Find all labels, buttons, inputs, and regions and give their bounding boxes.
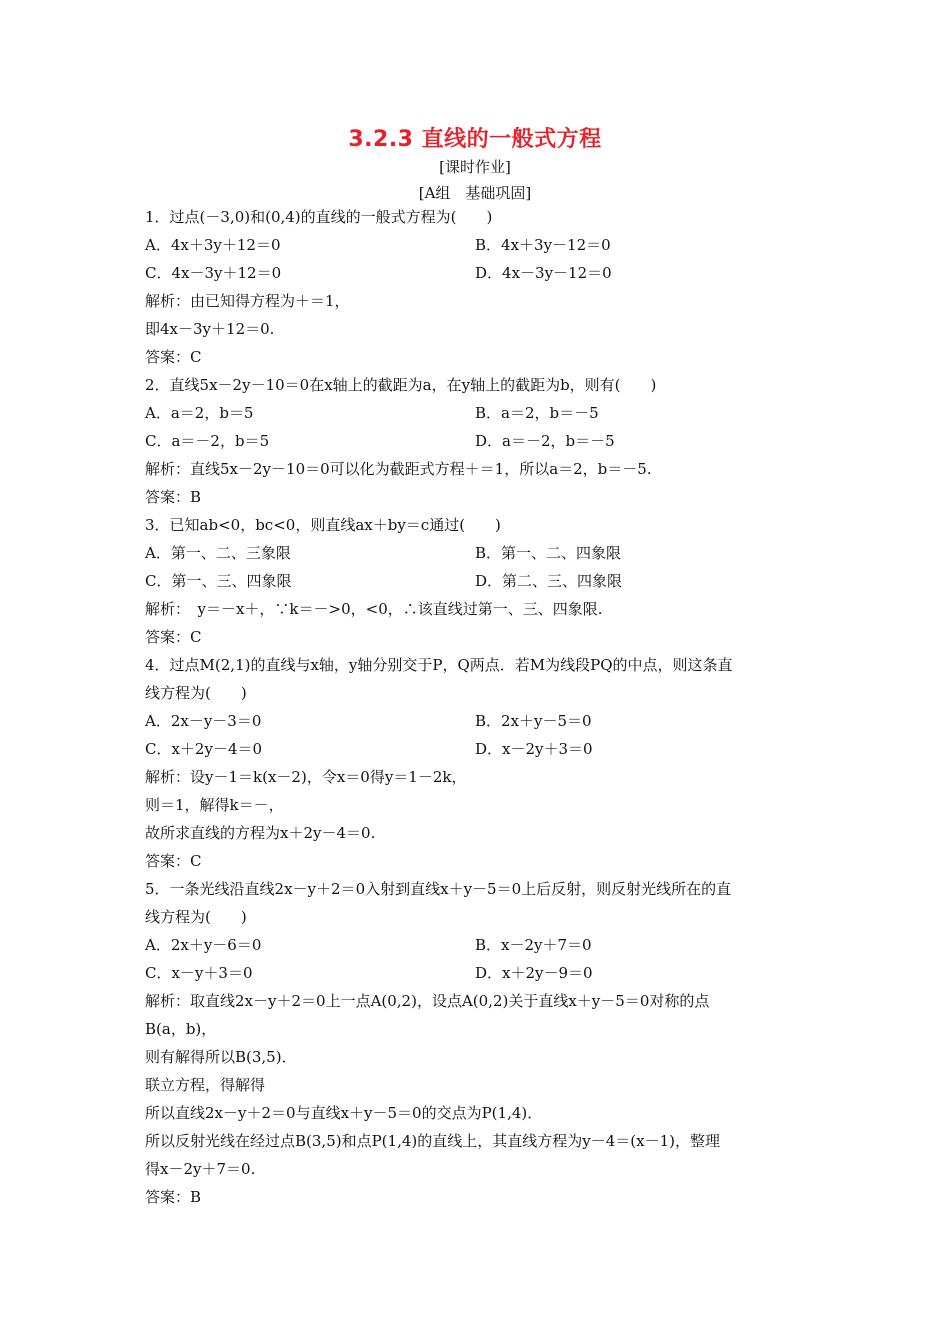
group-label: [A组 基础巩固] (418, 184, 532, 202)
option-row (145, 567, 810, 595)
option-row (145, 959, 810, 987)
option-row (145, 231, 810, 259)
analysis-line: 解析：直线5x－2y－10＝0可以化为截距式方程＋＝1，所以a＝2，b＝－5. (145, 460, 652, 478)
option-d: D．4x－3y－12＝0 (475, 264, 612, 282)
option-a: A．第一、二、三象限 (145, 544, 291, 562)
option-a: A．a＝2，b＝5 (145, 404, 254, 422)
question-stem: 2．直线5x－2y－10＝0在x轴上的截距为a，在y轴上的截距为b，则有( ) (145, 376, 657, 394)
option-d: D．x－2y＋3＝0 (475, 740, 593, 758)
option-a: A．2x＋y－6＝0 (145, 936, 262, 954)
answer-line: 答案：C (145, 852, 202, 870)
question-3 (145, 511, 810, 651)
analysis-line: B(a，b)， (145, 1020, 217, 1038)
page-title: 3.2.3 直线的一般式方程 (348, 127, 602, 152)
option-c: C．第一、三、四象限 (145, 572, 292, 590)
question-1 (145, 203, 810, 371)
question-stem: 4．过点M(2,1)的直线与x轴，y轴分别交于P，Q两点．若M为线段PQ的中点，则这条直 (145, 656, 733, 674)
analysis-line: 所以反射光线在经过点B(3,5)和点P(1,4)的直线上，其直线方程为y－4＝(x－1)，整理 (145, 1132, 720, 1150)
question-4 (145, 651, 810, 875)
option-c: C．x－y＋3＝0 (145, 964, 253, 982)
analysis-line: 得x－2y＋7＝0. (145, 1160, 256, 1178)
analysis-line: 故所求直线的方程为x＋2y－4＝0. (145, 824, 376, 842)
answer-line: 答案：C (145, 348, 202, 366)
question-stem: 线方程为( ) (145, 908, 247, 926)
analysis-line: 则＝1，解得k＝－， (145, 796, 284, 814)
option-d: D．a＝－2，b＝－5 (475, 432, 615, 450)
answer-line: 答案：C (145, 628, 202, 646)
option-d: D．x＋2y－9＝0 (475, 964, 593, 982)
question-stem: 线方程为( ) (145, 684, 247, 702)
option-c: C．x＋2y－4＝0 (145, 740, 263, 758)
analysis-line: 解析：由已知得方程为＋＝1， (145, 292, 350, 310)
question-stem: 5．一条光线沿直线2x－y＋2＝0入射到直线x＋y－5＝0上后反射，则反射光线所在的直 (145, 880, 732, 898)
option-row (145, 539, 810, 567)
option-c: C．a＝－2，b＝5 (145, 432, 270, 450)
option-row (145, 931, 810, 959)
option-row (145, 707, 810, 735)
option-b: B．4x＋3y－12＝0 (475, 236, 611, 254)
analysis-line: 即4x－3y＋12＝0. (145, 320, 275, 338)
option-row (145, 259, 810, 287)
answer-line: 答案：B (145, 1188, 202, 1206)
question-stem: 1．过点(－3,0)和(0,4)的直线的一般式方程为( ) (145, 208, 493, 226)
analysis-line: 解析：设y－1＝k(x－2)，令x＝0得y＝1－2k， (145, 768, 467, 786)
option-b: B．a＝2，b＝－5 (475, 404, 599, 422)
question-5 (145, 875, 810, 1211)
option-d: D．第二、三、四象限 (475, 572, 623, 590)
analysis-line: 所以直线2x－y＋2＝0与直线x＋y－5＝0的交点为P(1,4)． (145, 1104, 543, 1122)
analysis-line: 解析： y＝－x＋，∵k＝－>0，<0，∴该直线过第一、三、四象限. (145, 600, 603, 618)
analysis-line: 则有解得所以B(3,5)． (145, 1048, 297, 1066)
question-2 (145, 371, 810, 511)
option-c: C．4x－3y＋12＝0 (145, 264, 282, 282)
option-a: A．2x－y－3＝0 (145, 712, 262, 730)
option-row (145, 427, 810, 455)
option-row (145, 399, 810, 427)
option-b: B．第一、二、四象限 (475, 544, 622, 562)
answer-line: 答案：B (145, 488, 202, 506)
analysis-line: 解析：取直线2x－y＋2＝0上一点A(0,2)，设点A(0,2)关于直线x＋y－5＝0对称的点 (145, 992, 710, 1010)
option-b: B．2x＋y－5＝0 (475, 712, 592, 730)
option-row (145, 735, 810, 763)
option-a: A．4x＋3y＋12＝0 (145, 236, 281, 254)
analysis-line: 联立方程，得解得 (145, 1076, 266, 1094)
question-stem: 3．已知ab<0，bc<0，则直线ax＋by＝c通过( ) (145, 516, 501, 534)
question-list (145, 203, 810, 1211)
homework-label: [课时作业] (439, 158, 511, 176)
option-b: B．x－2y＋7＝0 (475, 936, 592, 954)
